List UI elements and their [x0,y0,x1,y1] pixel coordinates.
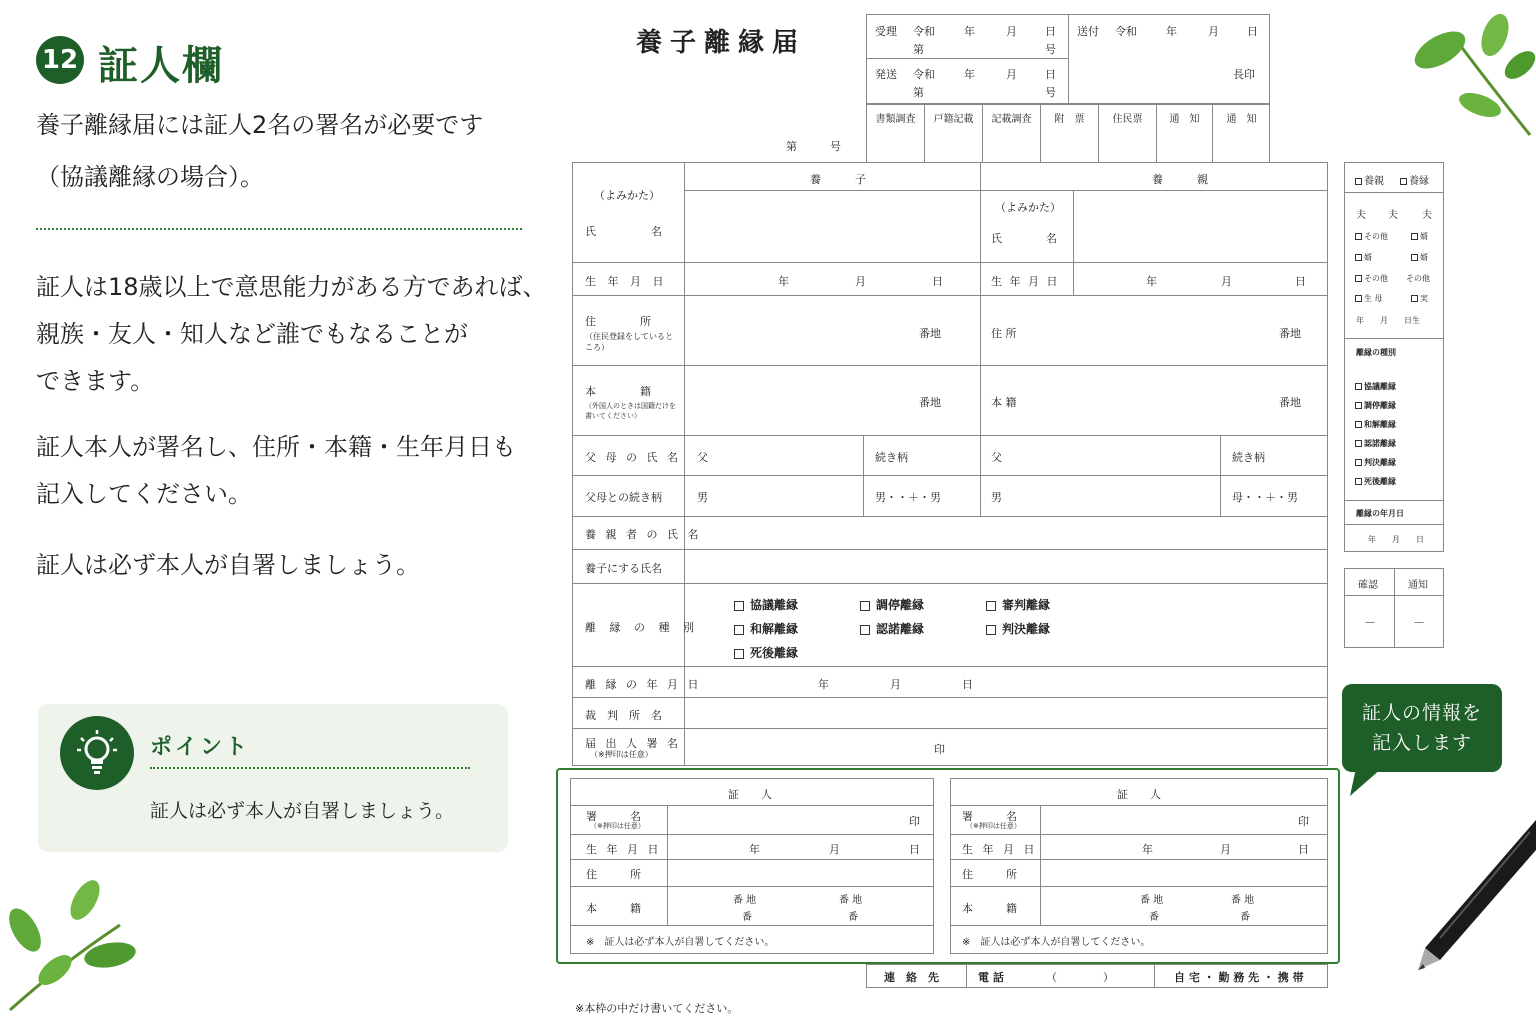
witness-2-in: 印 [1298,815,1309,828]
side-kind-4: 判決離縁 [1355,457,1396,468]
side-kind-2: 和解離縁 [1355,419,1396,430]
check-cell-2: 記載調査 [982,104,1040,162]
side-date: 年 月 日 [1368,535,1424,544]
callout-tail [1346,768,1386,798]
witness-1-ban-a: 番 [742,912,752,923]
label-yoshi-name: 養子にする氏名 [585,562,662,575]
label-sent: 送付 [1077,25,1099,38]
zoku-right: 母・・＋・男 [1232,491,1298,504]
label-left-dai: 第 [786,140,797,153]
side-sonota-3: その他 [1406,274,1430,283]
side-jitsu: 実 [1411,293,1428,304]
birth-hi: 日 [932,275,943,288]
label-honseki: 本 籍 [585,385,651,398]
label-rien-date: 離 縁 の 年 月 日 [585,678,702,691]
intro-line-1: 養子離縁届には証人2名の署名が必要です [36,111,484,139]
leaves-bottom-left-icon [0,875,150,1015]
witness-1-in: 印 [909,815,920,828]
witness-2-ban-b: 番 [1240,912,1250,923]
leaves-top-right-icon [1380,5,1536,140]
contact-type: 自 宅 ・ 勤 務 先 ・ 携 帯 [1174,971,1304,984]
label-shimei-2: 氏 名 [991,232,1057,245]
side-yome-3: 婿 [1411,252,1428,263]
intro-line-2: （協議離縁の場合）。 [36,163,264,191]
tel-paren-open: （ [1046,971,1057,984]
side-sonota: その他 [1355,231,1388,242]
label-nen-3: 年 [1166,25,1177,38]
zoku-otoko: 男 [697,491,708,504]
fubo-chichi: 父 [697,451,708,464]
body-p1-line2: 親族・友人・知人など誰でもなることが [36,320,468,348]
label-nen-2: 年 [964,68,975,81]
label-rien-kind: 離 縁 の 種 別 [585,621,699,634]
kind-kyogi[interactable]: 協議離縁 [734,596,798,613]
rien-tsuki: 月 [890,678,901,691]
callout-bubble [1342,684,1502,772]
zoku-otoko-2: 男 [991,491,1002,504]
side-fu: 夫 [1356,210,1366,221]
signer-note: （※押印は任意） [590,750,653,759]
witness-1-nen: 年 [749,843,760,856]
witness-2-ban-a: 番 [1149,912,1159,923]
birth2-nen: 年 [1146,275,1157,288]
side-kakunin: 確認 [1358,580,1378,591]
witness-2-note: ※ 証人は必ず本人が自署してください。 [962,937,1151,948]
zoku-left: 男・・＋・男 [875,491,941,504]
label-juri: 受理 [875,25,897,38]
point-text: 証人は必ず本人が自署しましょう。 [150,800,455,822]
label-jusho-2: 住 所 [991,327,1017,340]
label-tsuki-3: 月 [1208,25,1219,38]
side-tsuchi: 通知 [1408,580,1428,591]
rien-nen: 年 [818,678,829,691]
check-cell-4: 住民票 [1098,104,1156,162]
label-tsuki: 月 [1006,25,1017,38]
witness-2-honseki-label: 本 籍 [962,902,1017,915]
check-cell-5: 通 知 [1156,104,1212,162]
witness-1-note: ※ 証人は必ず本人が自署してください。 [586,937,775,948]
witness-1-sign-label: 署 名 [586,810,641,823]
label-reiwa-2: 令和 [913,68,935,81]
label-yomikata: （よみかた） [594,189,660,202]
fubo-zokugara-2: 続き柄 [1232,451,1265,464]
side-yoshin: 養親 [1355,172,1384,187]
witness-1-tsuki: 月 [829,843,840,856]
label-hi-2: 日 [1045,68,1056,81]
side-date-title: 離縁の年月日 [1356,509,1404,518]
label-nen: 年 [964,25,975,38]
label-chouin: 長印 [1233,68,1255,81]
witness-1-birth-label: 生 年 月 日 [586,843,662,856]
jusho-note: （住民登録をしているところ） [585,332,673,352]
lightbulb-icon [60,716,134,790]
kind-shigo[interactable]: 死後離縁 [734,644,798,661]
label-jusho: 住 所 [585,315,651,328]
contact-label: 連 絡 先 [884,971,939,984]
section-title: 証人欄 [98,43,224,89]
witness-1-banchi-a: 番 地 [733,895,757,906]
witness-2-tsuki: 月 [1220,843,1231,856]
section-number-badge: 12 [36,36,84,84]
side-dash-2: － [1413,616,1426,630]
footer-note: ※本枠の中だけ書いてください。 [575,1002,739,1015]
side-kind-3: 認諾離縁 [1355,438,1396,449]
label-fubo: 父 母 の 氏 名 [585,451,681,464]
point-title: ポイント [150,735,251,760]
callout-line-2: 記入します [1371,732,1472,754]
kind-wakai[interactable]: 和解離縁 [734,620,798,637]
honseki-banchi: 番地 [919,396,941,409]
label-yoshinsha: 養 親 者 の 氏 名 [585,528,702,541]
label-reiwa: 令和 [913,25,935,38]
label-shimei: 氏 名 [585,225,662,238]
check-cell-1: 戸籍記載 [924,104,982,162]
witness-2-sign-note: （※押印は任意） [966,822,1021,830]
witness-2-hi: 日 [1298,843,1309,856]
fubo-zokugara: 続き柄 [875,451,908,464]
witness-2-jusho-label: 住 所 [962,868,1017,881]
side-fu-3: 夫 [1422,210,1432,221]
honseki2-banchi: 番地 [1279,396,1301,409]
side-kind-5: 死後離縁 [1355,476,1396,487]
witness-1-hi: 日 [909,843,920,856]
witness-1-header: 証 人 [728,788,772,801]
kind-hanketsu[interactable]: 判決離縁 [986,620,1050,637]
witness-2-nen: 年 [1142,843,1153,856]
kind-chotei[interactable]: 調停離縁 [860,596,924,613]
rien-hi: 日 [962,678,973,691]
divider [36,228,522,230]
body-p1-line3: できます。 [36,367,155,395]
label-reiwa-3: 令和 [1115,25,1137,38]
witness-2-banchi-a: 番 地 [1140,895,1164,906]
birth2-tsuki: 月 [1221,275,1232,288]
label-go-2: 号 [1045,86,1056,99]
form-title: 養子離縁届 [636,28,807,58]
check-cell-0: 書類調査 [866,104,924,162]
side-yoen: 養縁 [1400,172,1429,187]
birth-nen: 年 [778,275,789,288]
side-kind-title: 離縁の種別 [1356,348,1396,357]
label-dai-2: 第 [913,86,924,99]
side-kind-1: 調停離縁 [1355,400,1396,411]
label-birth: 生 年 月 日 [585,275,668,288]
side-seibo: 生 母 [1355,293,1383,304]
label-fubo-zoku: 父母との続き柄 [585,491,662,504]
jusho2-banchi: 番地 [1279,327,1301,340]
callout-line-1: 証人の情報を [1361,702,1482,724]
label-go: 号 [1045,43,1056,56]
label-hi-3: 日 [1247,25,1258,38]
witness-2-banchi-b: 番 地 [1231,895,1255,906]
col-parent: 養 親 [1152,173,1212,186]
label-yomikata-2: （よみかた） [995,201,1061,214]
label-honseki-2: 本 籍 [991,396,1017,409]
body-p2-line1: 証人本人が署名し、住所・本籍・生年月日も [36,433,516,461]
body-p1-line1: 証人は18歳以上で意思能力がある方であれば、 [36,273,547,301]
tel-paren-close: ） [1103,971,1114,984]
birth2-hi: 日 [1295,275,1306,288]
side-ymd: 年 月 日生 [1356,316,1420,325]
label-signer: 届 出 人 署 名 [585,737,681,750]
side-yome: 婿 [1411,231,1428,242]
side-fu-2: 夫 [1388,210,1398,221]
label-hi: 日 [1045,25,1056,38]
jusho-banchi: 番地 [919,327,941,340]
side-dash-1: － [1364,616,1377,630]
witness-2-header: 証 人 [1117,788,1161,801]
witness-1-banchi-b: 番 地 [839,895,863,906]
witness-1-honseki-label: 本 籍 [586,902,641,915]
label-dai: 第 [913,43,924,56]
kind-shinpan[interactable]: 審判離縁 [986,596,1050,613]
kind-nindaku[interactable]: 認諾離縁 [860,620,924,637]
point-divider [150,767,470,769]
witness-2-sign-label: 署 名 [962,810,1017,823]
side-kind-0: 協議離縁 [1355,381,1396,392]
fubo-chichi-2: 父 [991,451,1002,464]
pen-icon [1400,820,1536,990]
side-sonota-2: その他 [1355,273,1388,284]
signer-in: 印 [934,743,945,756]
birth-tsuki: 月 [855,275,866,288]
check-cell-3: 附 票 [1040,104,1098,162]
tel-label: 電 話 [978,971,1004,984]
label-birth-2: 生 年 月 日 [991,275,1060,288]
witness-2-birth-label: 生 年 月 日 [962,843,1038,856]
label-sending: 発送 [875,68,897,81]
check-cell-6: 通 知 [1212,104,1270,162]
col-adoptee: 養 子 [810,173,870,186]
witness-1-sign-note: （※押印は任意） [590,822,645,830]
witness-1-jusho-label: 住 所 [586,868,641,881]
body-p3: 証人は必ず本人が自署しましょう。 [36,551,420,579]
honseki-note: （外国人のときは国籍だけを書いてください） [585,402,676,420]
side-yome-2: 婿 [1355,252,1372,263]
label-left-go: 号 [830,140,841,153]
label-court: 裁 判 所 名 [585,709,662,722]
body-p2-line2: 記入してください。 [36,480,252,508]
label-tsuki-2: 月 [1006,68,1017,81]
witness-1-ban-b: 番 [848,912,858,923]
